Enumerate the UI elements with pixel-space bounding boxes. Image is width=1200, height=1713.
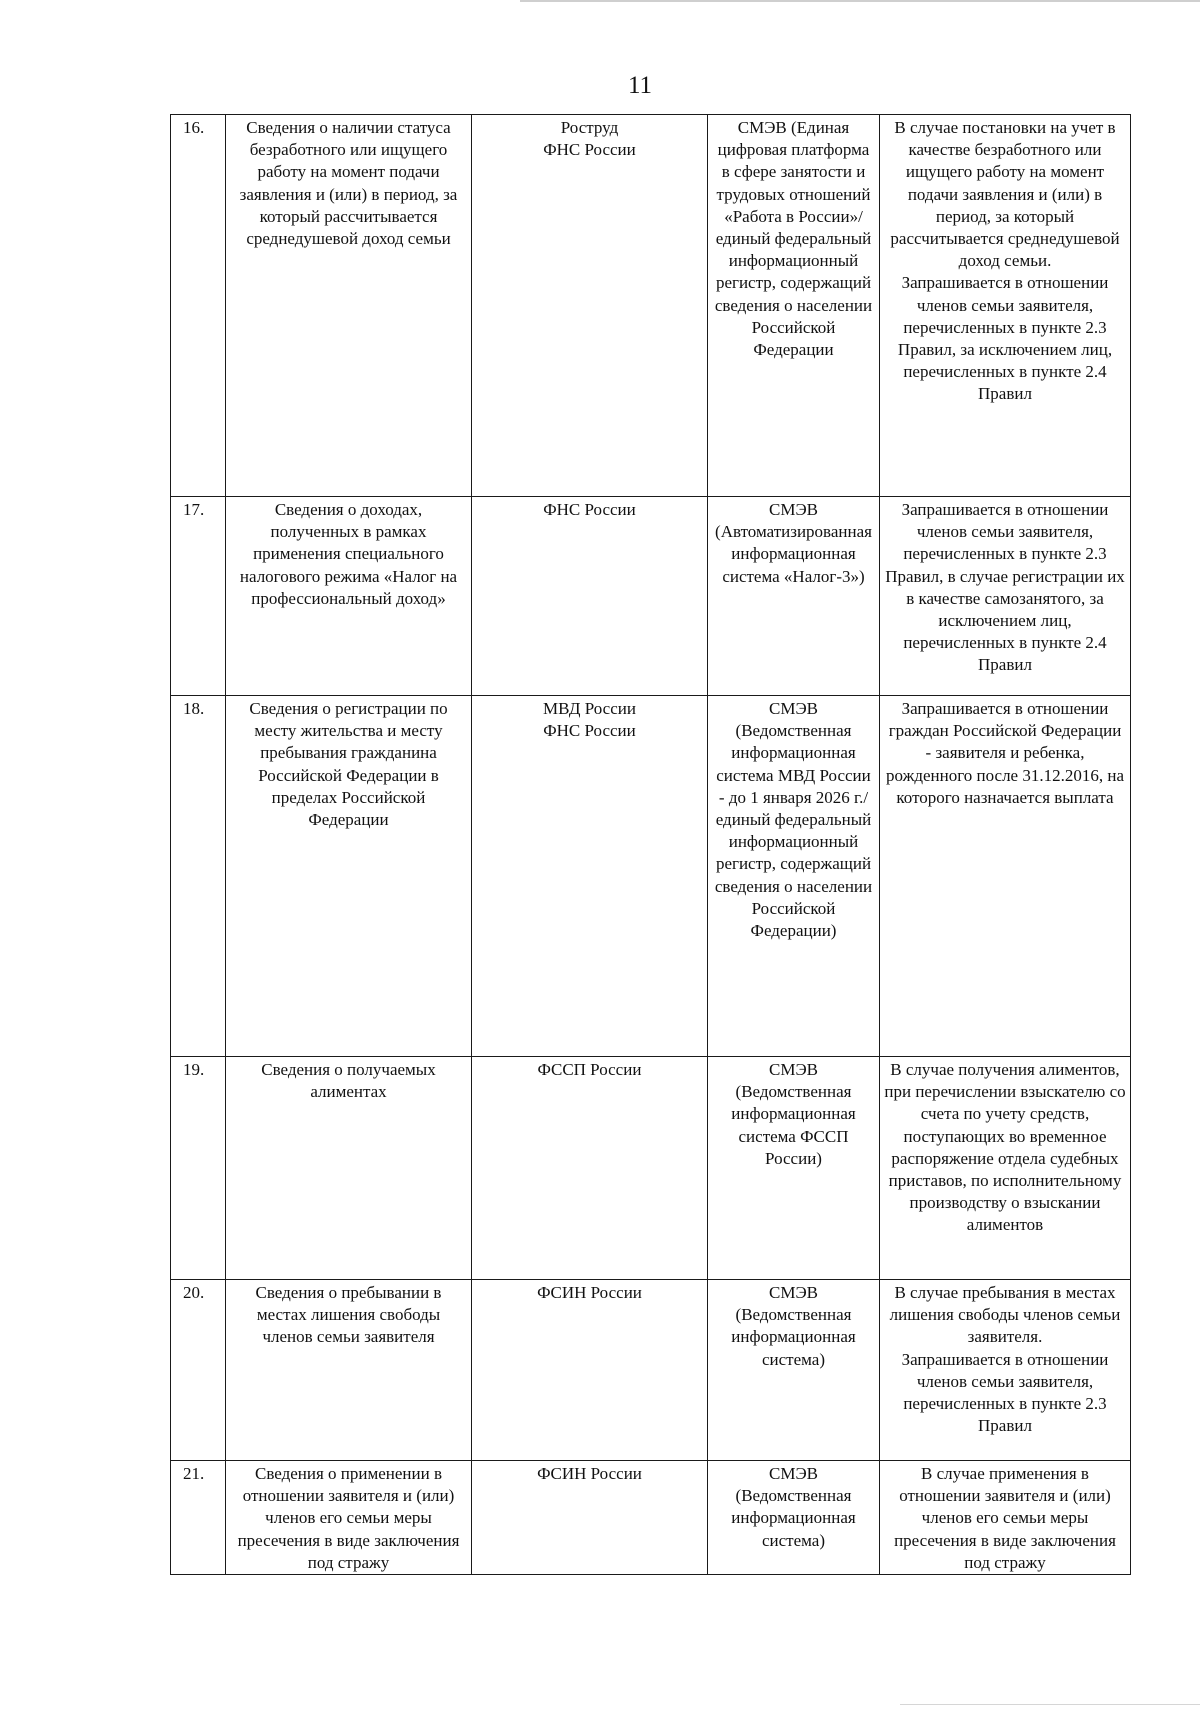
channel-cell: СМЭВ (Ведомственная информационная система МВД России - до 1 января 2026 г./единый федеральный информационный регистр, содержащий сведения о населении Российской Федерации)	[708, 696, 880, 1057]
channel-cell: СМЭВ (Автоматизированная информационная система «Налог-3»)	[708, 497, 880, 696]
table-row	[171, 115, 1131, 497]
note-text: В случае применения в отношении заявителя и (или) членов его семьи меры пресечения в виде заключения под стражу	[894, 1464, 1116, 1572]
info-cell: Сведения о получаемых алиментах	[226, 1057, 472, 1280]
row-number: 16.	[171, 115, 226, 497]
table-row	[171, 497, 1131, 696]
info-cell: Сведения о пребывании в местах лишения свободы членов семьи заявителя	[226, 1280, 472, 1461]
info-cell: Сведения о регистрации по месту жительства и месту пребывания гражданина Российской Федерации в пределах Российской Федерации	[226, 696, 472, 1057]
channel-cell: СМЭВ (Ведомственная информационная система ФССП России)	[708, 1057, 880, 1280]
note-text: Запрашивается в отношении членов семьи заявителя, перечисленных в пункте 2.3 Правил, в случае регистрации их в качестве самозанятого, за исключением лиц, перечисленных в пункте 2.4 Правил	[885, 500, 1125, 675]
note-cell	[880, 1280, 1131, 1461]
info-cell: Сведения о доходах, полученных в рамках применения специального налогового режима «Налог на профессиональный доход»	[226, 497, 472, 696]
table-row	[171, 1057, 1131, 1280]
agency-text: МВД России ФНС России	[543, 699, 636, 741]
scan-edge-bottom	[900, 1704, 1200, 1705]
channel-cell: СМЭВ (Ведомственная информационная система)	[708, 1461, 880, 1575]
note-text: Запрашивается в отношении граждан Российской Федерации - заявителя и ребенка, рожденного после 31.12.2016, на которого назначается выплата	[886, 699, 1124, 807]
note-cell	[880, 696, 1131, 1057]
note-cell	[880, 1461, 1131, 1575]
agency-cell	[472, 1057, 708, 1280]
agency-cell	[472, 497, 708, 696]
agency-text: ФСИН России	[537, 1283, 642, 1302]
channel-cell: СМЭВ (Единая цифровая платформа в сфере занятости и трудовых отношений «Работа в России»/единый федеральный информационный регистр, содержащий сведения о населении Российской Федерации	[708, 115, 880, 497]
table-row	[171, 1461, 1131, 1575]
agency-text: Роструд ФНС России	[543, 118, 636, 160]
page-number: 11	[627, 72, 653, 99]
row-number: 19.	[171, 1057, 226, 1280]
note-text: В случае постановки на учет в качестве безработного или ищущего работу на момент подачи заявления и (или) в период, за который рассчитывается среднедушевой доход семьи. Запрашивается в отношении членов семьи заявителя, перечисленных в пункте 2.3 Правил, за исключением лиц, перечисленных в пункте 2.4 Правил	[890, 118, 1120, 404]
note-text: В случае получения алиментов, при перечислении взыскателю со счета по учету средств, поступающих во временное распоряжение отдела судебных приставов, по исполнительному производству о взыскании алиментов	[884, 1060, 1126, 1235]
agency-cell	[472, 696, 708, 1057]
info-cell: Сведения о применении в отношении заявителя и (или) членов его семьи меры пресечения в виде заключения под стражу	[226, 1461, 472, 1575]
channel-cell: СМЭВ (Ведомственная информационная система)	[708, 1280, 880, 1461]
document-table	[170, 114, 1131, 1575]
agency-text: ФСИН России	[537, 1464, 642, 1483]
scan-edge-top	[520, 0, 1200, 2]
row-number: 21.	[171, 1461, 226, 1575]
note-cell	[880, 1057, 1131, 1280]
agency-cell	[472, 1461, 708, 1575]
agency-cell	[472, 1280, 708, 1461]
note-cell	[880, 115, 1131, 497]
agency-cell	[472, 115, 708, 497]
table-row	[171, 696, 1131, 1057]
note-cell	[880, 497, 1131, 696]
info-cell: Сведения о наличии статуса безработного или ищущего работу на момент подачи заявления и (или) в период, за который рассчитывается среднедушевой доход семьи	[226, 115, 472, 497]
row-number: 17.	[171, 497, 226, 696]
note-text: В случае пребывания в местах лишения свободы членов семьи заявителя. Запрашивается в отношении членов семьи заявителя, перечисленных в пункте 2.3 Правил	[889, 1283, 1121, 1436]
row-number: 20.	[171, 1280, 226, 1461]
agency-text: ФССП России	[537, 1060, 642, 1079]
table-row	[171, 1280, 1131, 1461]
row-number: 18.	[171, 696, 226, 1057]
agency-text: ФНС России	[543, 500, 636, 519]
